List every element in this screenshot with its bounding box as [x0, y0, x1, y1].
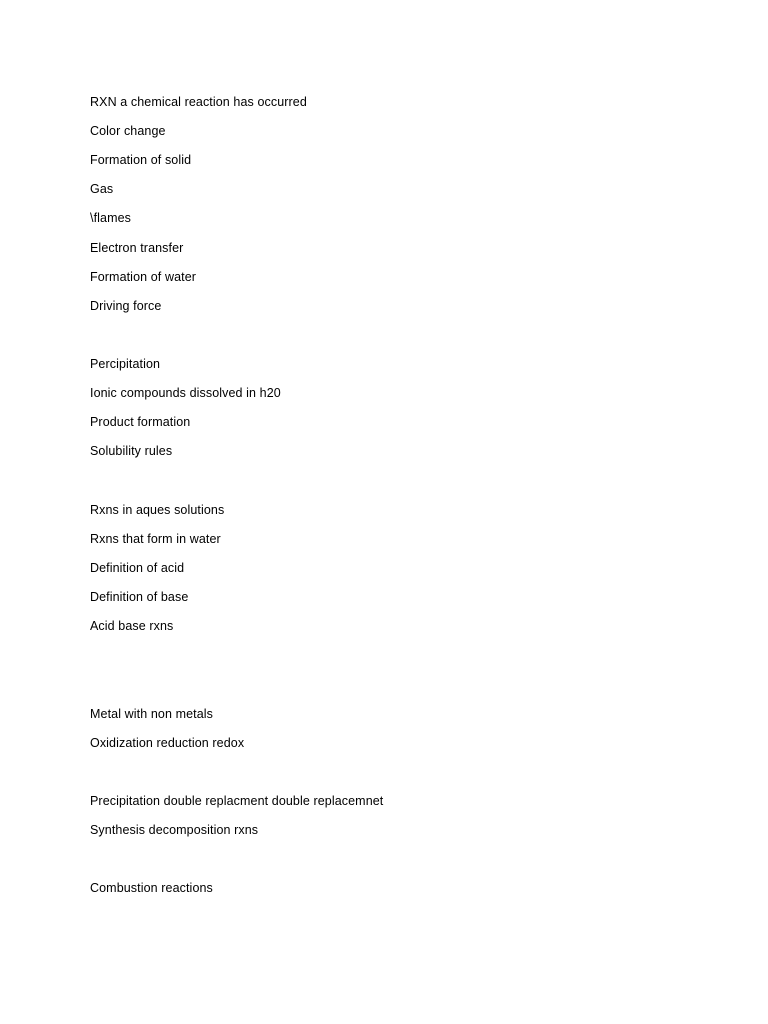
text-line: Formation of water — [90, 270, 197, 284]
text-line: Gas — [90, 182, 114, 196]
text-line: Solubility rules — [90, 444, 173, 458]
text-line: Definition of acid — [90, 561, 185, 575]
text-line: Percipitation — [90, 357, 161, 371]
text-line: Ionic compounds dissolved in h20 — [90, 386, 281, 400]
text-line: Color change — [90, 124, 166, 138]
text-line: Precipitation double replacment double replacemnet — [90, 794, 384, 808]
text-line: Rxns that form in water — [90, 532, 221, 546]
text-line: Formation of solid — [90, 153, 192, 167]
text-line: Rxns in aques solutions — [90, 503, 225, 517]
text-line: Metal with non metals — [90, 707, 213, 721]
text-line: Oxidization reduction redox — [90, 736, 245, 750]
text-line: RXN a chemical reaction has occurred — [90, 95, 307, 109]
text-line: Electron transfer — [90, 241, 184, 255]
text-line: Product formation — [90, 415, 191, 429]
text-line: Driving force — [90, 299, 162, 313]
text-line: Definition of base — [90, 590, 189, 604]
text-line: \flames — [90, 211, 131, 225]
text-line: Synthesis decomposition rxns — [90, 823, 259, 837]
text-line: Combustion reactions — [90, 881, 213, 895]
text-line: Acid base rxns — [90, 619, 174, 633]
